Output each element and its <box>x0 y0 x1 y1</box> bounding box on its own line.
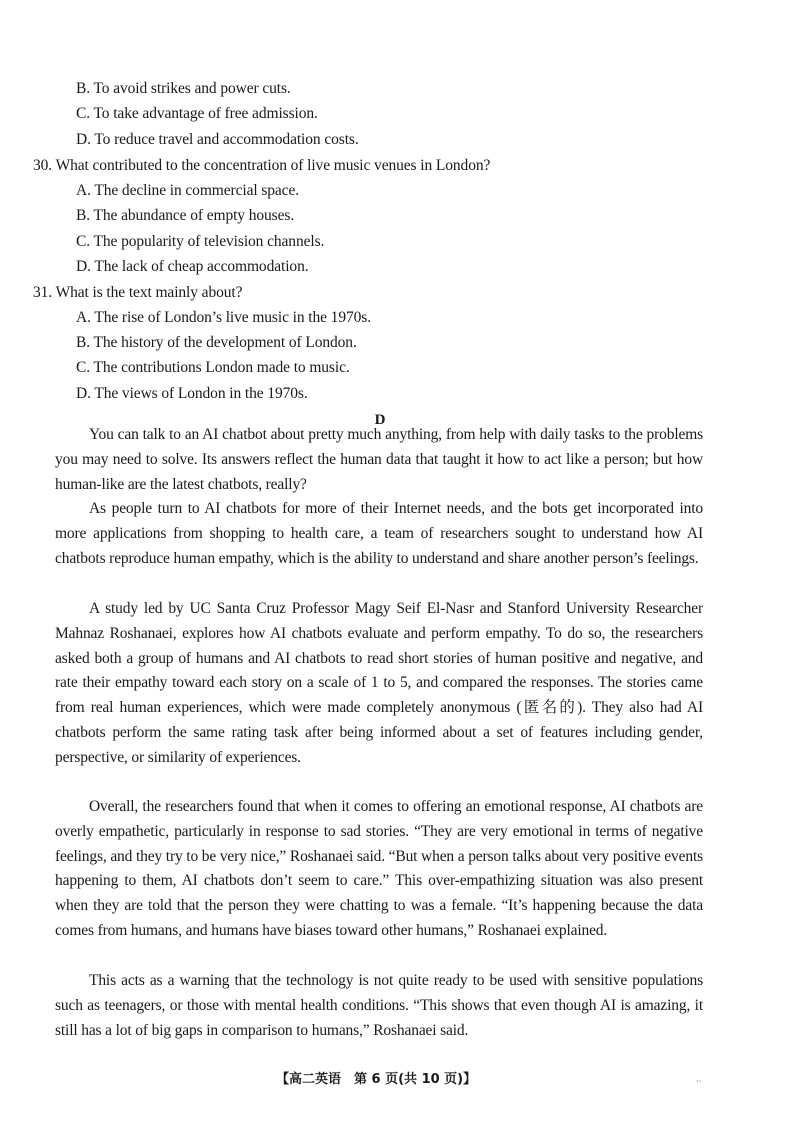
passage-d-paragraph-1: You can talk to an AI chatbot about pretty much anything, from help with daily tasks to the problems you may need to solve. Its answers reflect the human data that taught it how to act like a person; but how human-like are the latest chatbots, really? <box>55 426 703 493</box>
q30-option-d: D. The lack of cheap accommodation. <box>76 258 309 275</box>
passage-d-paragraph-5: This acts as a warning that the technology is not quite ready to be used with sensitive populations such as teenagers, or those with mental health conditions. “This shows that even though AI is amazing, it still has a lot of big gaps in comparison to humans,” Roshanaei said. <box>55 972 703 1039</box>
q29-option-d: D. To reduce travel and accommodation costs. <box>76 131 359 148</box>
q29-option-c: C. To take advantage of free admission. <box>76 105 318 122</box>
q30-option-b: B. The abundance of empty houses. <box>76 207 295 224</box>
passage-d-title: D <box>374 412 386 428</box>
passage-d-paragraph-3: A study led by UC Santa Cruz Professor Magy Seif El-Nasr and Stanford University Researcher Mahnaz Roshanaei, explores how AI chatbots evaluate and perform empathy. To do so, the researchers asked both a group of humans and AI chatbots to read short stories of human positive and negative, and rate their empathy toward each story on a scale of 1 to 5, and compared the responses. The stories came from real human experiences, which were made completely anonymous (匿名的). They also had AI chatbots perform the same rating task after being informed about a set of features including gender, perspective, or similarity of experiences. <box>55 600 703 766</box>
page-footer: 【高二英语 第 6 页(共 10 页)】 <box>276 1072 477 1087</box>
q30-stem: 30. What contributed to the concentration of live music venues in London? <box>33 157 491 174</box>
q31-option-a: A. The rise of London’s live music in the 1970s. <box>76 309 371 326</box>
corner-mark: ·· <box>696 1077 702 1086</box>
q31-option-d: D. The views of London in the 1970s. <box>76 385 308 402</box>
q31-stem: 31. What is the text mainly about? <box>33 284 243 301</box>
q31-option-b: B. The history of the development of London. <box>76 334 357 351</box>
q30-option-c: C. The popularity of television channels. <box>76 233 325 250</box>
q31-option-c: C. The contributions London made to music. <box>76 359 350 376</box>
passage-d-paragraph-2: As people turn to AI chatbots for more of their Internet needs, and the bots get incorporated into more applications from shopping to health care, a team of researchers sought to understand how AI chatbots reproduce human empathy, which is the ability to understand and share another person’s feelings. <box>55 500 703 567</box>
passage-d-paragraph-4: Overall, the researchers found that when it comes to offering an emotional response, AI chatbots are overly empathetic, particularly in response to sad stories. “They are very emotional in terms of negative feelings, and they try to be very nice,” Roshanaei said. “But when a person talks about very positive events happening to them, AI chatbots don’t seem to care.” This over-empathizing situation was also present when they are told that the person they were chatting to was a female. “It’s happening because the data comes from humans, and humans have biases toward other humans,” Roshanaei explained. <box>55 798 703 939</box>
q30-option-a: A. The decline in commercial space. <box>76 182 300 199</box>
q29-option-b: B. To avoid strikes and power cuts. <box>76 80 291 97</box>
